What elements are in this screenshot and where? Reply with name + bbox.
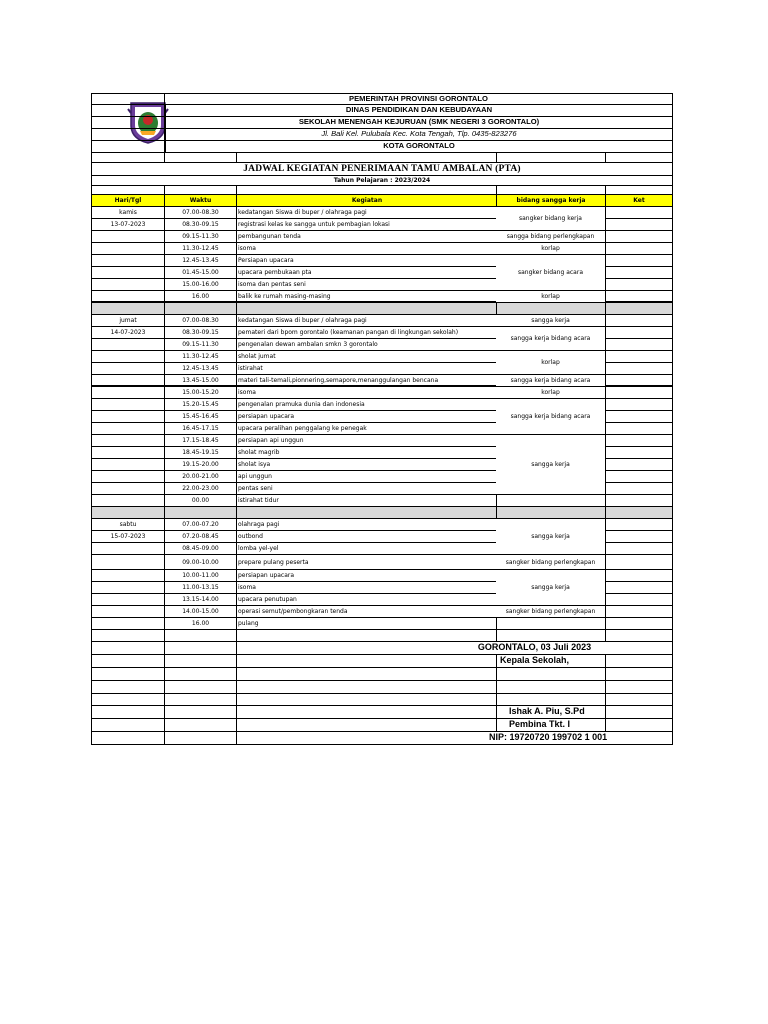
day-separator xyxy=(91,303,673,315)
kegiatan-cell: Persiapan upacara xyxy=(237,255,497,266)
waktu-cell: 16.00 xyxy=(165,618,237,629)
bidang-cell: sangga kerja xyxy=(496,570,606,606)
signature-position: Kepala Sekolah, xyxy=(497,655,606,667)
waktu-cell: 07.00-07.20 xyxy=(165,519,237,530)
schedule-sheet xyxy=(91,93,673,745)
col-waktu: Waktu xyxy=(165,195,237,206)
waktu-cell: 16.00 xyxy=(165,291,237,301)
waktu-cell: 08.30-09.15 xyxy=(165,327,237,338)
waktu-cell: 13.15-14.00 xyxy=(165,594,237,605)
waktu-cell: 00.00 xyxy=(165,495,237,506)
kegiatan-cell: sholat isya xyxy=(237,459,497,470)
kegiatan-cell: istirahat xyxy=(237,363,497,374)
waktu-cell: 12.45-13.45 xyxy=(165,255,237,266)
signature-rank: Pembina Tkt. I xyxy=(497,719,606,731)
signature-nip: NIP: 19720720 199702 1 001 xyxy=(489,732,608,742)
academic-year: Tahun Pelajaran : 2023/2024 xyxy=(333,177,431,184)
col-hari: Hari/Tgl xyxy=(92,195,165,206)
col-kegiatan: Kegiatan xyxy=(237,195,497,206)
kegiatan-cell: pentas seni xyxy=(237,483,497,494)
table-header-row xyxy=(91,195,673,207)
kegiatan-cell: outbond xyxy=(237,531,497,542)
waktu-cell: 11.00-13.15 xyxy=(165,582,237,593)
bidang-cell: sangga kerja bidang acara xyxy=(496,327,606,351)
kegiatan-cell: isoma xyxy=(237,243,497,254)
day1-hari: kamis xyxy=(92,207,165,218)
kegiatan-cell: persiapan upacara xyxy=(237,570,497,581)
waktu-cell: 15.20-15.45 xyxy=(165,399,237,410)
day-separator xyxy=(91,507,673,519)
kegiatan-cell: sholat jumat xyxy=(237,351,497,362)
signature-place-date: GORONTALO, 03 Juli 2023 xyxy=(477,642,592,652)
kegiatan-cell: lomba yel-yel xyxy=(237,543,497,554)
header-department: DINAS PENDIDIKAN DAN KEBUDAYAAN xyxy=(165,105,672,116)
kegiatan-cell: pembangunan tenda xyxy=(237,231,497,242)
bidang-cell: sangga kerja xyxy=(496,519,606,555)
kegiatan-cell: persiapan upacara xyxy=(237,411,497,422)
waktu-cell: 19.15-20.00 xyxy=(165,459,237,470)
waktu-cell: 20.00-21.00 xyxy=(165,471,237,482)
bidang-cell: sangker bidang kerja xyxy=(496,207,606,231)
table-row xyxy=(91,495,673,507)
kegiatan-cell: istirahat tidur xyxy=(237,495,497,506)
day3-tgl: 15-07-2023 xyxy=(92,531,165,542)
bidang-cell: sangga kerja bidang acara xyxy=(496,399,606,435)
waktu-cell: 22.00-23.00 xyxy=(165,483,237,494)
kegiatan-cell: isoma xyxy=(237,582,497,593)
day2-tgl: 14-07-2023 xyxy=(92,327,165,338)
kegiatan-cell: kedatangan Siswa di buper / olahraga pagi xyxy=(237,315,497,326)
waktu-cell: 18.45-19.15 xyxy=(165,447,237,458)
day2-block xyxy=(91,315,673,507)
day2-hari: jumat xyxy=(92,315,165,326)
waktu-cell: 09.15-11.30 xyxy=(165,339,237,350)
bidang-cell: sangker bidang acara xyxy=(496,255,606,291)
waktu-cell: 11.30-12.45 xyxy=(165,351,237,362)
kegiatan-cell: sholat magrib xyxy=(237,447,497,458)
col-ket: Ket xyxy=(633,197,645,204)
waktu-cell: 15.45-16.45 xyxy=(165,411,237,422)
bidang-cell: sangga kerja bidang acara xyxy=(496,375,606,387)
kegiatan-cell: operasi semut/pembongkaran tenda xyxy=(237,606,497,617)
day3-hari: sabtu xyxy=(92,519,165,530)
kegiatan-cell: upacara peralihan penggalang ke penegak xyxy=(237,423,497,434)
waktu-cell: 07.20-08.45 xyxy=(165,531,237,542)
waktu-cell: 11.30-12.45 xyxy=(165,243,237,254)
signature-name: Ishak A. Piu, S.Pd xyxy=(497,706,606,718)
header-school: SEKOLAH MENENGAH KEJURUAN (SMK NEGERI 3 GORONTALO) xyxy=(165,117,672,128)
header-address: Jl. Bali Kel. Pulubala Kec. Kota Tengah, Tlp. 0435-823276 xyxy=(165,129,672,140)
kegiatan-cell: balik ke rumah masing-masing xyxy=(237,291,497,301)
kegiatan-cell: pulang xyxy=(237,618,497,629)
waktu-cell: 10.00-11.00 xyxy=(165,570,237,581)
waktu-cell: 15.00-16.00 xyxy=(165,279,237,290)
bidang-cell: korlap xyxy=(496,243,606,255)
header-government: PEMERINTAH PROVINSI GORONTALO xyxy=(349,94,488,103)
kegiatan-cell: api unggun xyxy=(237,471,497,482)
kegiatan-cell: persiapan api unggun xyxy=(237,435,497,446)
kegiatan-cell: prepare pulang peserta xyxy=(237,555,497,569)
day1-block xyxy=(91,207,673,303)
bidang-cell: sangker bidang perlengkapan xyxy=(496,555,606,570)
bidang-cell: korlap xyxy=(496,387,606,399)
waktu-cell: 07.00-08.30 xyxy=(165,207,237,218)
bidang-cell: korlap xyxy=(496,291,606,303)
kegiatan-cell: olahraga pagi xyxy=(237,519,497,530)
bidang-cell: sangker bidang perlengkapan xyxy=(496,606,606,618)
kegiatan-cell: upacara pembukaan pta xyxy=(237,267,497,278)
bidang-cell: sangga kerja xyxy=(496,315,606,327)
kegiatan-cell: materi tali-temali,pionnering,semapore,menanggulangan bencana xyxy=(237,375,497,385)
waktu-cell: 12.45-13.45 xyxy=(165,363,237,374)
bidang-cell: sangga kerja xyxy=(496,435,606,495)
waktu-cell: 16.45-17.15 xyxy=(165,423,237,434)
day3-block xyxy=(91,519,673,630)
kegiatan-cell: pemateri dari bpom gorontalo (keamanan pangan di lingkungan sekolah) xyxy=(237,327,497,338)
day1-tgl: 13-07-2023 xyxy=(92,219,165,230)
waktu-cell: 09.15-11.30 xyxy=(165,231,237,242)
kegiatan-cell: isoma xyxy=(237,387,497,398)
col-bidang: bidang sangga kerja xyxy=(497,195,606,206)
waktu-cell: 08.45-09.00 xyxy=(165,543,237,554)
kegiatan-cell: registrasi kelas ke sangga untuk pembagian lokasi xyxy=(237,219,497,230)
header-city: KOTA GORONTALO xyxy=(165,141,672,152)
waktu-cell: 13.45-15.00 xyxy=(165,375,237,385)
waktu-cell: 17.15-18.45 xyxy=(165,435,237,446)
kegiatan-cell: kedatangan Siswa di buper / olahraga pagi xyxy=(237,207,497,218)
waktu-cell: 01.45-15.00 xyxy=(165,267,237,278)
waktu-cell: 15.00-15.20 xyxy=(165,387,237,398)
kegiatan-cell: upacara penutupan xyxy=(237,594,497,605)
kegiatan-cell: pengenalan pramuka dunia dan indonesia xyxy=(237,399,497,410)
table-row xyxy=(91,618,673,630)
waktu-cell: 14.00-15.00 xyxy=(165,606,237,617)
waktu-cell: 09.00-10.00 xyxy=(165,555,237,569)
bidang-cell: sangga bidang perlengkapan xyxy=(496,231,606,243)
waktu-cell: 07.00-08.30 xyxy=(165,315,237,326)
waktu-cell: 08.30-09.15 xyxy=(165,219,237,230)
kegiatan-cell: isoma dan pentas seni xyxy=(237,279,497,290)
bidang-cell: korlap xyxy=(496,351,606,375)
kegiatan-cell: pengenalan dewan ambalan smkn 3 gorontalo xyxy=(237,339,497,350)
schedule-title: JADWAL KEGIATAN PENERIMAAN TAMU AMBALAN (PTA) xyxy=(243,164,521,174)
